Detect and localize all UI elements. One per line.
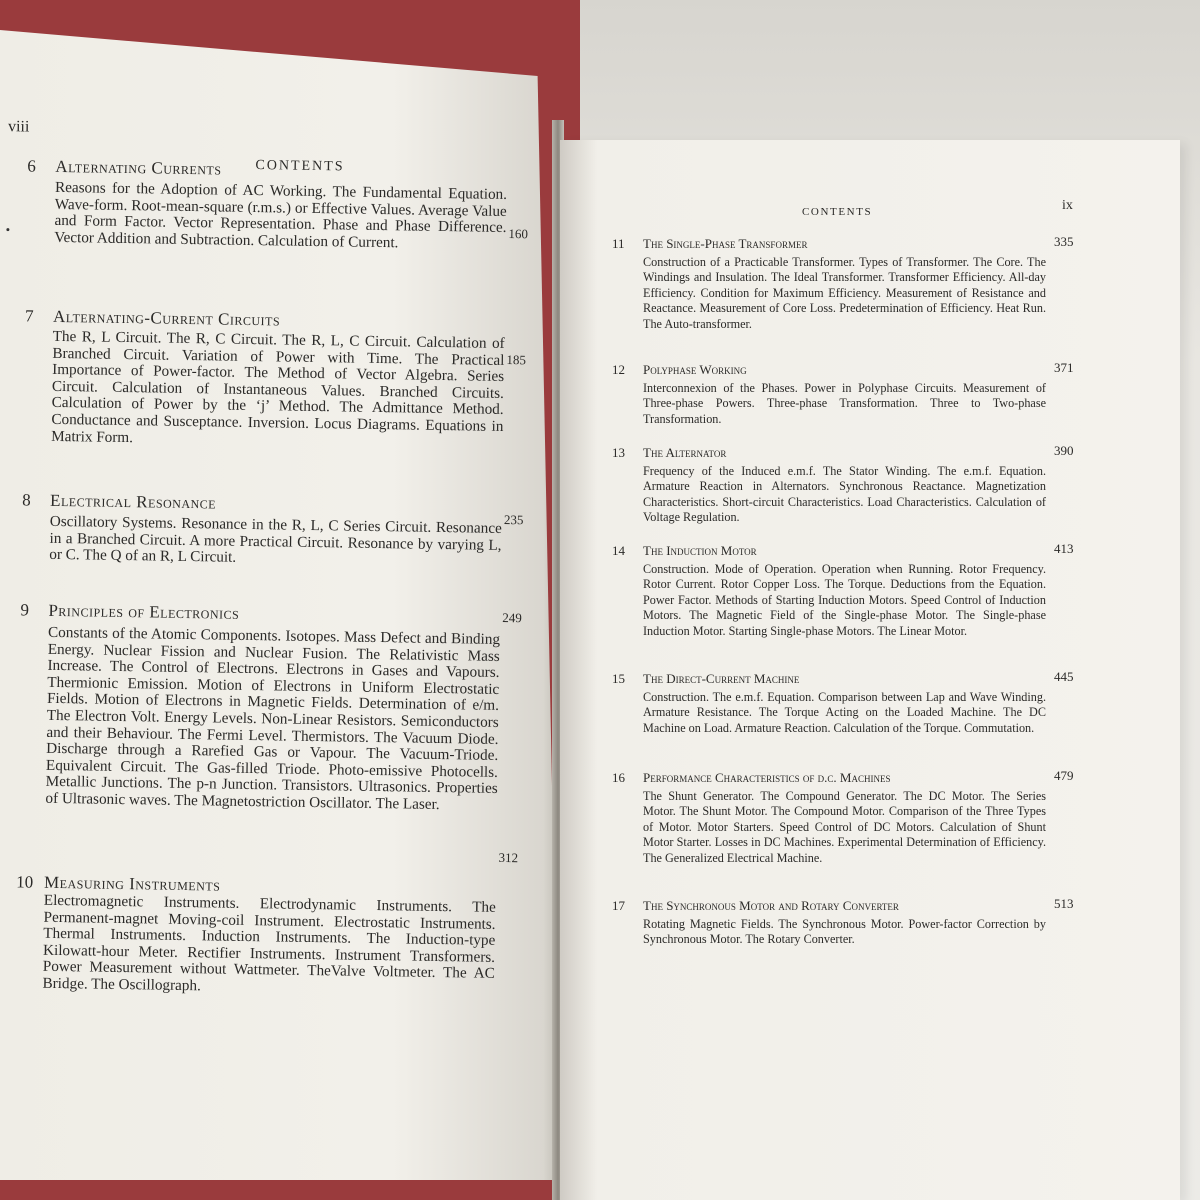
- chapter-title: Performance Characteristics of d.c. Machines: [643, 770, 891, 785]
- chapter-number: 8: [22, 490, 31, 510]
- chapter-title: The Single-Phase Transformer: [643, 236, 808, 251]
- chapter-page: 335: [1054, 234, 1074, 249]
- chapter-topics: Constants of the Atomic Components. Isotopes. Mass Defect and Binding Energy. Nuclear Fission and Nuclear Fusion. The Relativistic Mass Increase. The Control of Electrons. Electrons in Gases and Vapours. Thermionic Emission. Motion of Electrons in Uniform Electrostatic Fields. Motion of Electrons in Magnetic Fields. Determination of e/m. The Electron Volt. Energy Levels. Non-Linear Resistors. Semiconductors and their Behaviour. The Fermi Level. Thermistors. The Vacuum Diode. Discharge through a Rarefied Gas or Vapour. The Vacuum-Triode. Equivalent Circuit. The Gas-filled Triode. Photo-emissive Photocells. Metallic Junctions. The p-n Junction. Transistors. Ultrasonics. Properties of Ultrasonic waves. The Magnetostriction Oscillator. The Laser.: [45, 623, 501, 813]
- chapter-page: 413: [1054, 541, 1074, 556]
- toc-entry: [0, 600, 522, 813]
- chapter-number: 7: [24, 306, 34, 326]
- chapter-topics: The Shunt Generator. The Compound Generator. The DC Motor. The Series Motor. The Shunt Motor. The Compound Motor. Comparison of the Three Types of Motor. Motor Starters. Speed Control of DC Motors. Calculation of Shunt Motor Starter. Losses in DC Machines. Experimental Determination of Efficiency. The Generalized Electrical Machine.: [643, 789, 1046, 865]
- chapter-number: 9: [20, 600, 30, 620]
- chapter-number: 12: [612, 362, 625, 377]
- toc-entry: [0, 306, 527, 446]
- chapter-number: 15: [612, 671, 625, 686]
- right-contents-header: CONTENTS: [802, 206, 873, 218]
- chapter-topics: Electromagnetic Instruments. Electrodynamic Instruments. The Permanent-magnet Moving-coil Instrument. Electrostatic Instruments. Thermal Instruments. Induction Instruments. The Induction-type Kilowatt-hour Meter. Rectifier Instruments. Instrument Transformers. Power Measurement without Wattmeter. TheValve Voltmeter. The AC Bridge. The Oscillograph.: [42, 891, 496, 995]
- chapter-page: 160: [508, 226, 529, 242]
- chapter-number: 13: [612, 445, 625, 460]
- chapter-page: 390: [1054, 443, 1074, 458]
- chapter-topics: Rotating Magnetic Fields. The Synchronous Motor. Power-factor Correction by Synchronous Motor. The Rotary Converter.: [643, 917, 1046, 947]
- left-page-number: viii: [7, 118, 30, 136]
- chapter-page: 445: [1054, 669, 1074, 684]
- chapter-number: 6: [27, 156, 37, 176]
- chapter-number: 16: [612, 770, 625, 785]
- chapter-title: The Synchronous Motor and Rotary Converter: [643, 898, 899, 913]
- chapter-title: Alternating-Current Circuits: [52, 306, 281, 330]
- chapter-title: Principles of Electronics: [48, 600, 240, 623]
- chapter-topics: Construction of a Practicable Transformer. Types of Transformer. The Core. The Windings and Insulation. The Ideal Transformer. Transformer Efficiency. All-day Efficiency. Condition for Maximum Efficiency. Measurement of Resistance and Reactance. Measurement of Core Loss. Predetermination of Efficiency. Heat Run. The Auto-transformer.: [643, 255, 1046, 331]
- chapter-topics: Interconnexion of the Phases. Power in Polyphase Circuits. Measurement of Three-phase Powers. Three-phase Transformation. Three to Two-phase Transformation.: [643, 381, 1046, 426]
- chapter-title: Electrical Resonance: [49, 490, 217, 513]
- chapter-page: 479: [1054, 768, 1074, 783]
- chapter-topics: Oscillatory Systems. Resonance in the R, L, C Series Circuit. Resonance in a Branched Circuit. A more Practical Circuit. Resonance by varying L, or C. The Q of an R, L Circuit.: [49, 512, 502, 566]
- chapter-number: 10: [16, 872, 34, 892]
- chapter-page: 235: [503, 511, 524, 528]
- chapter-number: 17: [612, 898, 625, 913]
- toc-entry: [0, 849, 519, 995]
- chapter-number: 11: [612, 236, 625, 251]
- chapter-title: The Alternator: [643, 445, 727, 460]
- chapter-page: 249: [502, 609, 522, 626]
- left-contents-header: CONTENTS: [255, 158, 345, 175]
- chapter-topics: Reasons for the Adoption of AC Working. The Fundamental Equation. Wave-form. Root-mean-square (r.m.s.) or Effective Values. Average Value and Form Factor. Vector Representation. Phase and Phase Difference. Vector Addition and Subtraction. Calculation of Current.: [54, 178, 508, 252]
- chapter-title: Alternating Currents: [55, 156, 222, 179]
- left-page-text: [0, 0, 560, 1200]
- stray-mark: [6, 228, 9, 231]
- chapter-topics: Construction. Mode of Operation. Operation when Running. Rotor Frequency. Rotor Current. Rotor Copper Loss. The Torque. Deductions from the Equation. Power Factor. Methods of Starting Induction Motors. Speed Control of Induction Motors. The Magnetic Field of the Single-phase Motor. The Single-phase Induction Motor. Starting Single-phase Motors. The Linear Motor.: [643, 562, 1046, 638]
- chapter-topics: Construction. The e.m.f. Equation. Comparison between Lap and Wave Winding. Armature Resistance. The Torque Acting on the Loaded Machine. The DC Machine on Load. Armature Reaction. Calculation of the Torque. Commutation.: [643, 690, 1046, 735]
- right-page-number: ix: [1062, 198, 1073, 213]
- chapter-title: The Direct-Current Machine: [643, 671, 800, 686]
- chapter-topics: Frequency of the Induced e.m.f. The Stator Winding. The e.m.f. Equation. Armature Reaction in Alternators. Synchronous Reactance. Magnetization Characteristics. Short-circuit Characteristics. Load Characteristics. Calculation of Voltage Regulation.: [643, 464, 1046, 525]
- chapter-page: 185: [506, 351, 527, 368]
- chapter-number: 14: [612, 543, 625, 558]
- chapter-page: 513: [1054, 896, 1074, 911]
- chapter-title: Polyphase Working: [643, 362, 747, 377]
- chapter-topics: The R, L Circuit. The R, C Circuit. The R, L, C Circuit. Calculation of Branched Circuit. Variation of Power with Time. The Practical Importance of Power-factor. The Method of Vector Algebra. Series Circuit. Calculation of Instantaneous Values. Branched Circuits. Calculation of Power by the ‘j’ Method. The Admittance Method. Conductance and Susceptance. Inversion. Locus Diagrams. Equations in Matrix Form.: [51, 327, 505, 446]
- chapter-title: The Induction Motor: [643, 543, 757, 558]
- chapter-page: 371: [1054, 360, 1074, 375]
- toc-entry: [0, 490, 524, 566]
- chapter-title: Measuring Instruments: [43, 872, 221, 895]
- chapter-page: 312: [498, 849, 519, 866]
